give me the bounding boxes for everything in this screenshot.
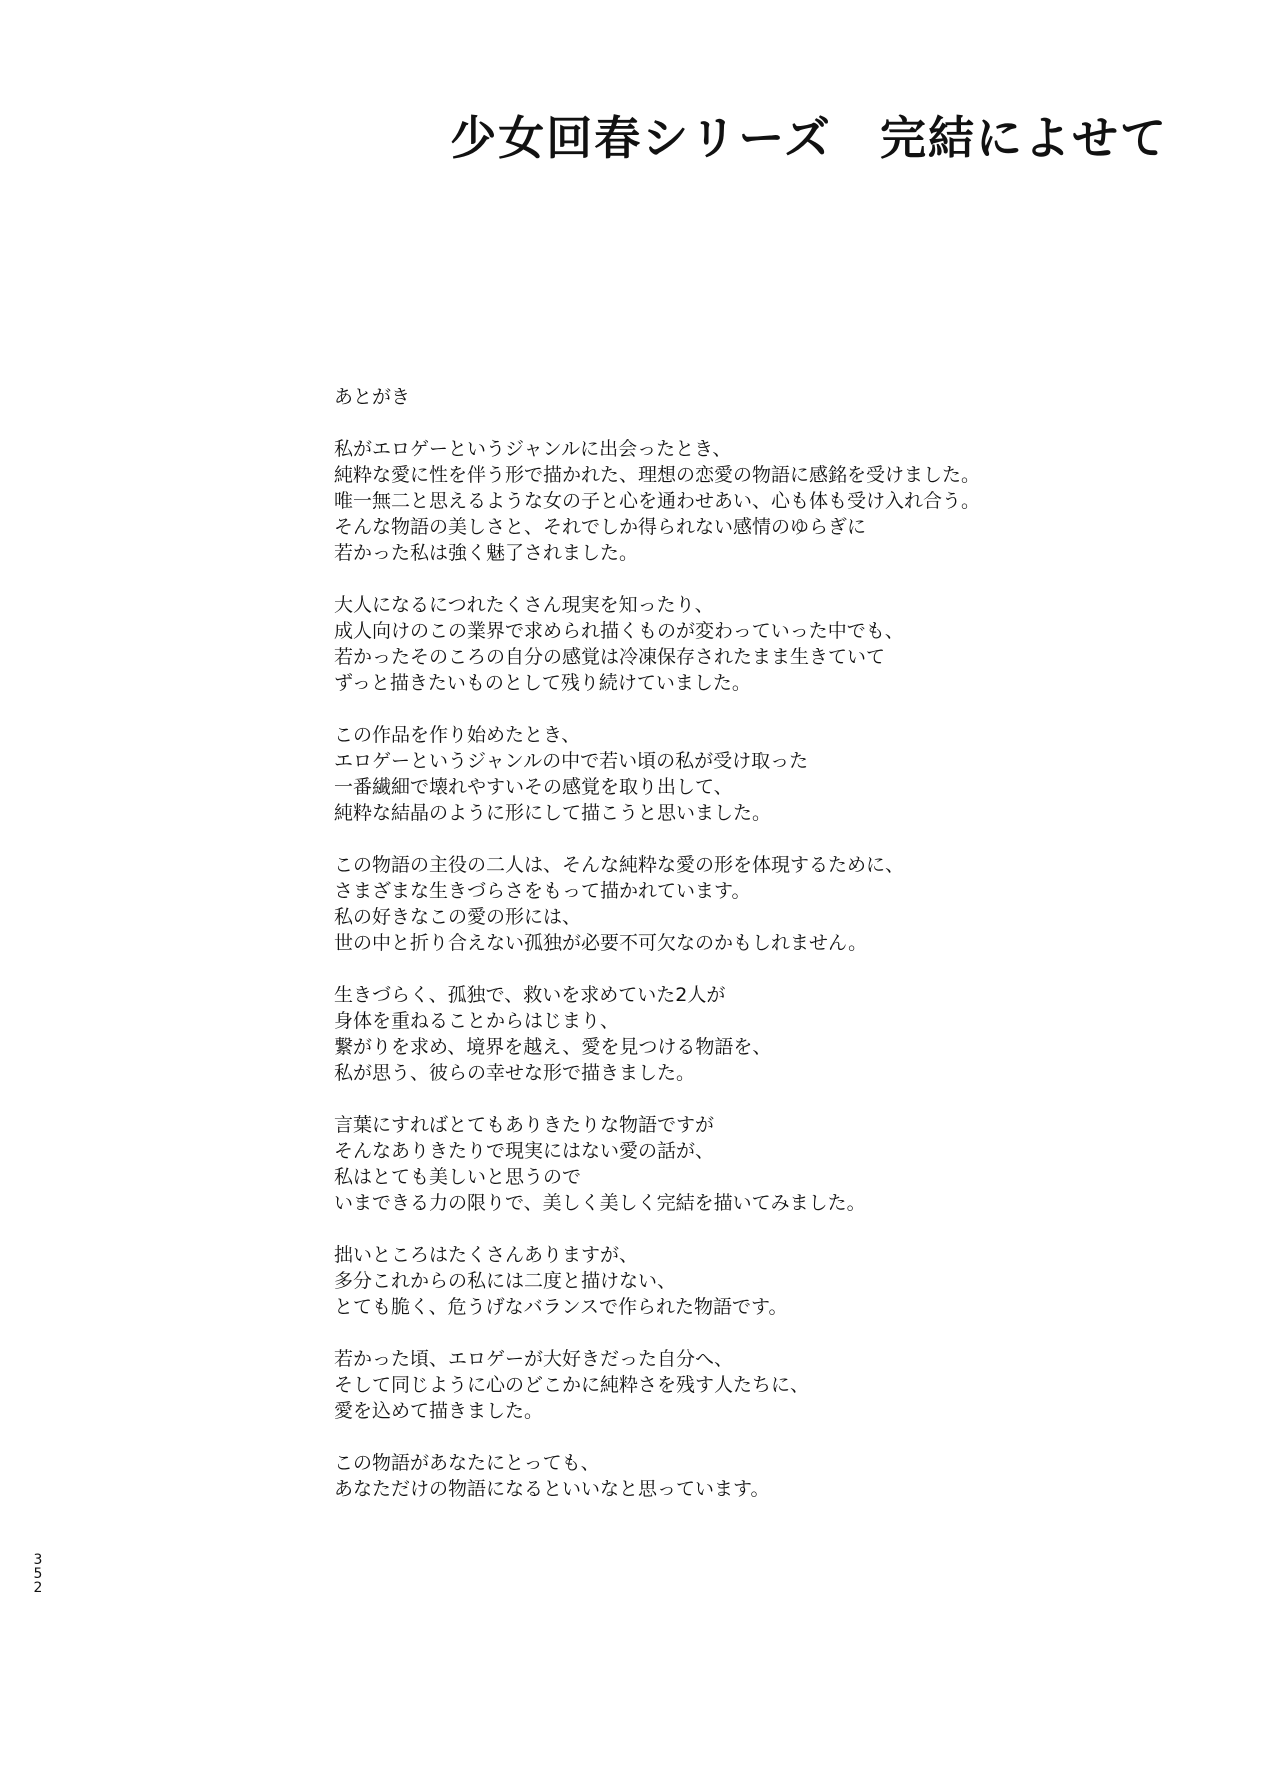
text-line: そんなありきたりで現実にはない愛の話が、 <box>334 1140 715 1162</box>
text-line: 多分これからの私には二度と描けない、 <box>334 1270 677 1292</box>
text-line: 成人向けのこの業界で求められ描くものが変わっていった中でも、 <box>334 620 904 642</box>
paragraph <box>334 852 1094 956</box>
text-line: 純粋な結晶のように形にして描こうと思いました。 <box>334 802 772 824</box>
paragraph <box>334 1450 1094 1502</box>
text-line: 世の中と折り合えない孤独が必要不可欠なのかもしれません。 <box>334 932 868 954</box>
text-line: エロゲーというジャンルの中で若い頃の私が受け取った <box>334 750 809 772</box>
page-title: 少女回春シリーズ 完結によせて <box>450 111 1168 165</box>
text-line: 繋がりを求め、境界を越え、愛を見つける物語を、 <box>334 1036 772 1058</box>
text-line: そんな物語の美しさと、それでしか得られない感情のゆらぎに <box>334 516 867 538</box>
text-line: 若かったそのころの自分の感覚は冷凍保存されたまま生きていて <box>334 646 886 668</box>
text-line: そして同じように心のどこかに純粋さを残す人たちに、 <box>334 1374 810 1396</box>
text-line: 大人になるにつれたくさん現実を知ったり、 <box>334 594 714 616</box>
afterword-heading: あとがき <box>334 386 411 408</box>
page-number <box>32 1553 44 1595</box>
paragraph <box>334 1346 1094 1424</box>
text-line: 唯一無二と思えるような女の子と心を通わせあい、心も体も受け入れ合う。 <box>334 490 981 512</box>
paragraph <box>334 1112 1094 1216</box>
paragraph <box>334 436 1094 566</box>
paragraph <box>334 722 1094 826</box>
text-line: 若かった頃、エロゲーが大好きだった自分へ、 <box>334 1348 734 1370</box>
paragraph <box>334 592 1094 696</box>
text-line: とても脆く、危うげなバランスで作られた物語です。 <box>334 1296 788 1318</box>
afterword-body <box>334 384 1094 1528</box>
page-number-digit: 3 <box>33 1552 43 1568</box>
text-line: あなただけの物語になるといいなと思っています。 <box>334 1478 770 1500</box>
text-line: 私はとても美しいと思うので <box>334 1166 582 1188</box>
text-line: 愛を込めて描きました。 <box>334 1400 544 1422</box>
text-line: いまできる力の限りで、美しく美しく完結を描いてみました。 <box>334 1192 866 1214</box>
text-line: 私がエロゲーというジャンルに出会ったとき、 <box>334 438 732 460</box>
text-line: 私の好きなこの愛の形には、 <box>334 906 582 928</box>
text-line: 身体を重ねることからはじまり、 <box>334 1010 620 1032</box>
page-number-digit: 2 <box>33 1580 43 1596</box>
text-line: 生きづらく、孤独で、救いを求めていた2人が <box>334 984 726 1006</box>
text-line: この物語の主役の二人は、そんな純粋な愛の形を体現するために、 <box>334 854 905 876</box>
paragraph <box>334 1242 1094 1320</box>
text-line: 純粋な愛に性を伴う形で描かれた、理想の恋愛の物語に感銘を受けました。 <box>334 464 981 486</box>
text-line: この物語があなたにとっても、 <box>334 1452 600 1474</box>
page-number-digit: 5 <box>33 1566 43 1582</box>
text-line: この作品を作り始めたとき、 <box>334 724 581 746</box>
text-line: ずっと描きたいものとして残り続けていました。 <box>334 672 751 694</box>
text-line: 一番繊細で壊れやすいその感覚を取り出して、 <box>334 776 733 798</box>
text-line: さまざまな生きづらさをもって描かれています。 <box>334 880 751 902</box>
text-line: 若かった私は強く魅了されました。 <box>334 542 639 564</box>
paragraph <box>334 982 1094 1086</box>
text-line: 言葉にすればとてもありきたりな物語ですが <box>334 1114 715 1136</box>
text-line: 拙いところはたくさんありますが、 <box>334 1244 639 1266</box>
text-line: 私が思う、彼らの幸せな形で描きました。 <box>334 1062 696 1084</box>
